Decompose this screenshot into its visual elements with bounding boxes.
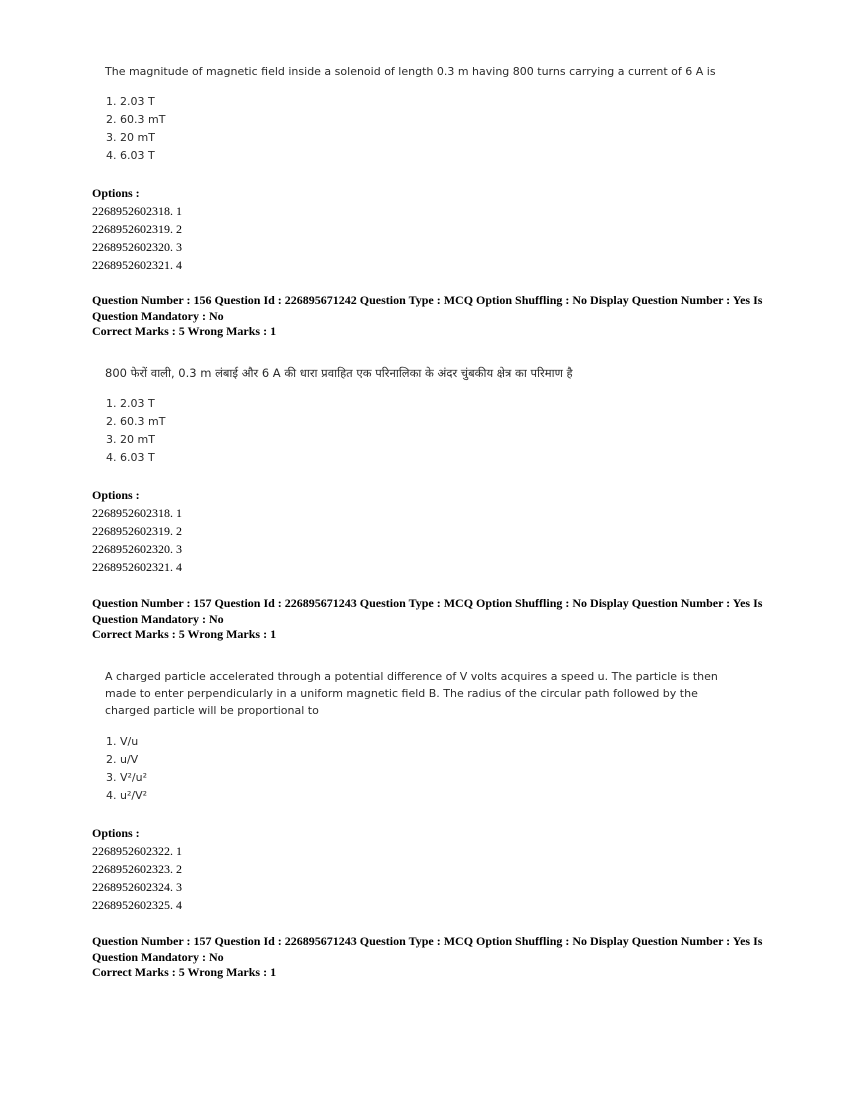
question-text-156: 800 फेरों वाली, 0.3 m लंबाई और 6 A की धारा प्रवाहित एक परिनालिका के अंदर चुंबकीय क्षेत्र का परिमाण है [105,366,573,380]
option-id: 2268952602324. 3 [92,880,182,894]
question-text-155: The magnitude of magnetic field inside a solenoid of length 0.3 m having 800 turns carrying a current of 6 A is [105,65,716,78]
option-id: 2268952602322. 1 [92,844,182,858]
choice-item: 1. 2.03 T [106,397,155,410]
question-meta-157-repeat [92,934,772,981]
answer-choices-156 [106,395,165,467]
option-id: 2268952602325. 4 [92,898,182,912]
choice-item: 3. V²/u² [106,771,148,784]
marks-line: Correct Marks : 5 Wrong Marks : 1 [92,627,277,641]
options-list-157 [92,824,182,914]
marks-line: Correct Marks : 5 Wrong Marks : 1 [92,965,277,979]
marks-line: Correct Marks : 5 Wrong Marks : 1 [92,324,277,338]
answer-choices-155 [106,93,165,165]
question-meta-156 [92,293,772,340]
option-id: 2268952602323. 2 [92,862,182,876]
options-label: Options : [92,826,140,840]
option-id: 2268952602318. 1 [92,506,182,520]
options-list-155 [92,184,182,274]
option-id: 2268952602318. 1 [92,204,182,218]
option-id: 2268952602320. 3 [92,542,182,556]
option-id: 2268952602319. 2 [92,524,182,538]
options-list-156 [92,486,182,576]
choice-item: 4. u²/V² [106,789,148,802]
answer-choices-157 [106,733,147,805]
options-label: Options : [92,186,140,200]
question-meta-line: Question Number : 156 Question Id : 226895671242 Question Type : MCQ Option Shuffling : No Display Question Number : Yes Is Question Mandatory : No [92,293,763,323]
choice-item: 3. 20 mT [106,433,155,446]
option-id: 2268952602321. 4 [92,258,182,272]
choice-item: 2. 60.3 mT [106,113,166,126]
choice-item: 1. V/u [106,735,139,748]
choice-item: 2. 60.3 mT [106,415,166,428]
option-id: 2268952602321. 4 [92,560,182,574]
question-meta-line: Question Number : 157 Question Id : 226895671243 Question Type : MCQ Option Shuffling : No Display Question Number : Yes Is Question Mandatory : No [92,596,763,626]
choice-item: 1. 2.03 T [106,95,155,108]
option-id: 2268952602320. 3 [92,240,182,254]
option-id: 2268952602319. 2 [92,222,182,236]
question-meta-line: Question Number : 157 Question Id : 226895671243 Question Type : MCQ Option Shuffling : No Display Question Number : Yes Is Question Mandatory : No [92,934,763,964]
question-meta-157 [92,596,772,643]
question-text-157: A charged particle accelerated through a potential difference of V volts acquires a speed u. The particle is then made to enter perpendicularly in a uniform magnetic field B. The radius of the circular path followed by the charged particle will be proportional to [105,670,718,717]
choice-item: 4. 6.03 T [106,451,155,464]
choice-item: 2. u/V [106,753,139,766]
choice-item: 4. 6.03 T [106,149,155,162]
options-label: Options : [92,488,140,502]
choice-item: 3. 20 mT [106,131,155,144]
